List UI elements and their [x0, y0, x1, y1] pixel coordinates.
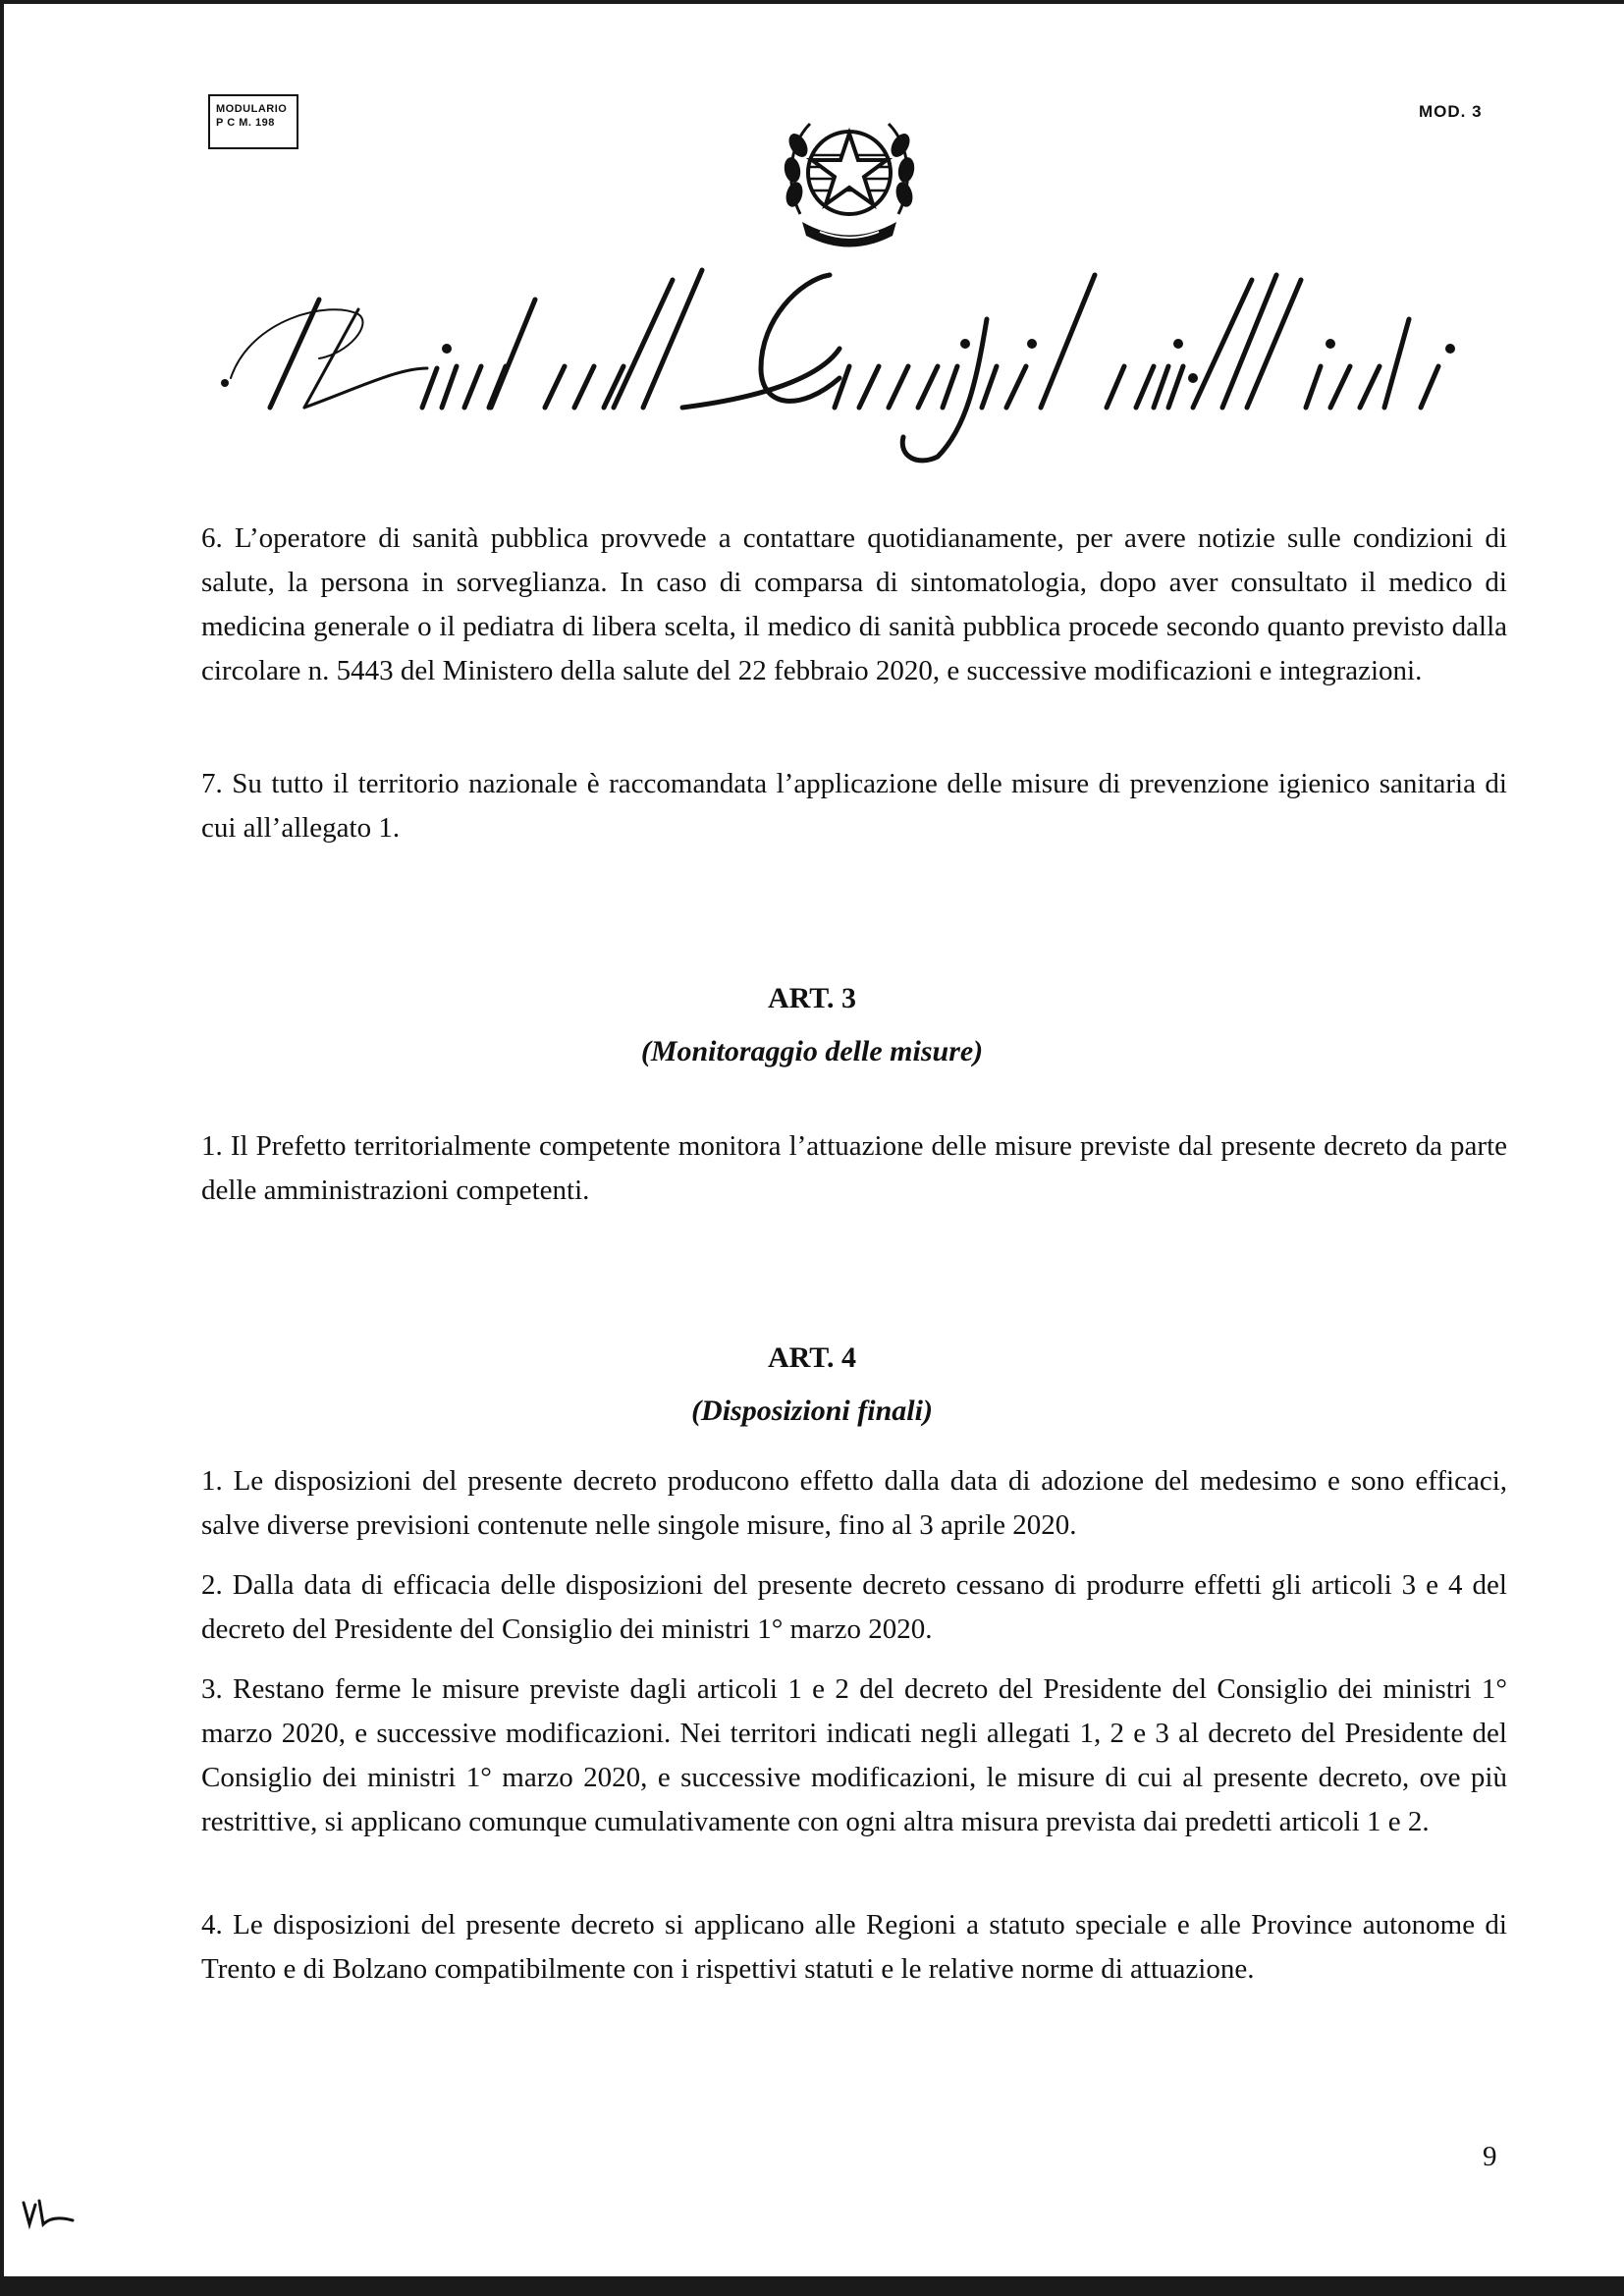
art3-subtitle: (Monitoraggio delle misure) — [640, 1035, 984, 1067]
art4-paragraph-2: 2. Dalla data di efficacia delle disposizioni del presente decreto cessano di produrre effetti gli articoli 3 e 4 del decreto del Presidente del Consiglio dei ministri 1° marzo 2020. — [201, 1569, 1507, 1645]
art4-paragraph-4: 4. Le disposizioni del presente decreto si applicano alle Regioni a statuto speciale e alle Province autonome di Trento e di Bolzano compatibilmente con i rispettivi statuti e le relative norme di attuazione. — [201, 1909, 1507, 1985]
modulario-line2: P C M. 198 — [216, 117, 275, 129]
scan-border-bottom — [0, 2276, 1624, 2296]
art4-subtitle: (Disposizioni finali) — [691, 1394, 933, 1427]
art4-paragraph-1: 1. Le disposizioni del presente decreto producono effetto dalla data di adozione del medesimo e sono efficaci, salve diverse previsioni contenute nelle singole misure, fino al 3 aprile 2020. — [201, 1465, 1507, 1541]
scan-border-left — [0, 0, 4, 2296]
art3-title: ART. 3 — [767, 982, 857, 1014]
handwritten-initials-icon — [20, 2195, 79, 2234]
paragraph-7: 7. Su tutto il territorio nazionale è raccomandata l’applicazione delle misure di prevenzione igienico sanitaria di cui all’allegato 1. — [201, 768, 1507, 844]
letterhead-calligraphy — [211, 260, 1478, 466]
modulario-line1: MODULARIO — [216, 103, 288, 115]
page-number: 9 — [1483, 2141, 1497, 2172]
modulario-stamp — [208, 94, 298, 149]
italian-emblem-icon — [781, 106, 918, 253]
art4-title: ART. 4 — [767, 1341, 857, 1374]
scan-border-top — [0, 0, 1624, 4]
art3-paragraph-1: 1. Il Prefetto territorialmente competente monitora l’attuazione delle misure previste dal presente decreto da parte delle amministrazioni competenti. — [201, 1130, 1507, 1206]
mod-label: MOD. 3 — [1419, 102, 1483, 121]
paragraph-6: 6. L’operatore di sanità pubblica provvede a contattare quotidianamente, per avere notizie sulle condizioni di salute, la persona in sorveglianza. In caso di comparsa di sintomatologia, dopo aver consultato il medico di medicina generale o il pediatra di libera scelta, il medico di sanità pubblica procede secondo quanto previsto dalla circolare n. 5443 del Ministero della salute del 22 febbraio 2020, e successive modificazioni e integrazioni. — [201, 522, 1507, 686]
art4-paragraph-3: 3. Restano ferme le misure previste dagli articoli 1 e 2 del decreto del Presidente del Consiglio dei ministri 1° marzo 2020, e successive modificazioni. Nei territori indicati negli allegati 1, 2 e 3 al decreto del Presidente del Consiglio dei ministri 1° marzo 2020, e successive modificazioni, le misure di cui al presente decreto, ove più restrittive, si applicano comunque cumulativamente con ogni altra misura prevista dai predetti articoli 1 e 2. — [201, 1673, 1507, 1837]
